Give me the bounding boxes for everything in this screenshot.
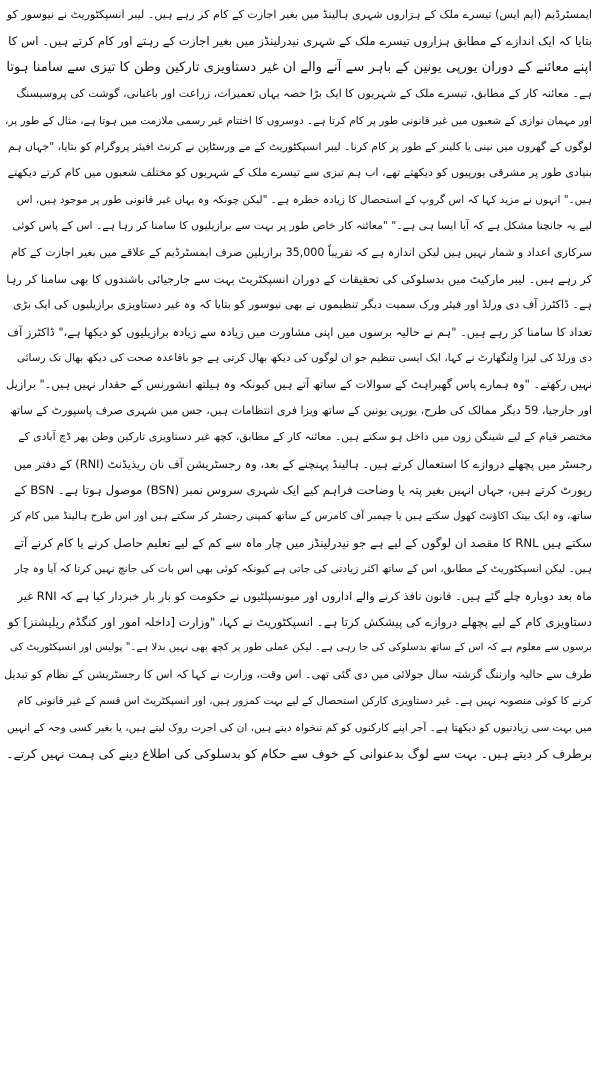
article-line: لیے یہ جانچنا مشکل ہے کہ آیا ایسا ہی ہے۔" "معائنہ کار خاص طور پر بہت سے برازیلیوں کا سامنا کر رہا ہے۔ اس کے پاس کوئی xyxy=(12,219,592,233)
article-line: رپورٹ کرتے ہیں، جہاں انہیں بغیر پتہ یا وضاحت فراہم کیے ایک شہری سروس نمبر (BSN) موصول ہوتا ہے۔ BSN کے xyxy=(14,483,592,498)
article-line: اپنے معائنے کے دوران یورپی یونین کے باہر سے آنے والے ان غیر دستاویزی تارکین وطن کا تیزی سے سامنا ہوتا xyxy=(6,59,592,75)
article-line: بنیادی طور پر مشرقی یورپیوں کو دیکھتے تھے، اب ہم تیزی سے تیسرے ملک کے شہریوں کو مختلف شعبوں میں کام کرتے دیکھتے xyxy=(7,166,592,180)
article-line: لوگوں کے گھروں میں نینی یا کلینر کے طور پر کام کرنا۔ لیبر انسپکٹوریٹ کے مے ورسٹاپن نے کرنٹ افیئر پروگرام کو بتایا، "جہاں ہم xyxy=(8,139,592,153)
article-line: ہیں۔" انہوں نے مزید کہا کہ اس گروپ کے استحصال کا زیادہ خطرہ ہے۔ "لیکن چونکہ وہ یہاں غیر قانونی طور پر موجود ہیں، اس xyxy=(16,193,592,206)
article-line: میں بہت سی زیادتیوں کو دیکھتا ہے۔ آجر اپنے کارکنوں کو کم تنخواہ دیتے ہیں، ان کی اجرت روک لیتے ہیں، یا بغیر کسی وجہ کے انہیں xyxy=(6,721,592,734)
article-body xyxy=(4,2,592,1086)
article-line: مختصر قیام کے لیے شینگن زون میں داخل ہو سکتے ہیں۔ معائنہ کار کے مطابق، کچھ غیر دستاویزی تارکین وطن پھر ڈچ آبادی کے xyxy=(18,430,592,444)
article-line: سکتے ہیں RNL کا مقصد ان لوگوں کے لیے ہے جو نیدرلینڈز میں چار ماہ سے کم کے لیے تعلیم حاصل کرنے یا کام کرنے آتے xyxy=(13,535,592,550)
article-line: ہیں۔ لیکن انسپکٹوریٹ کے مطابق، اس کے ساتھ اکثر زیادتی کی جاتی ہے کیونکہ کوئی بھی اس بات کی جانچ نہیں کرتا کہ آیا وہ چار xyxy=(14,563,592,576)
article-line: طرف سے حالیہ وارننگ گزشتہ سال جولائی میں دی گئی تھی۔ اس وقت، وزارت نے کہا کہ اس کا رجسٹریشن کے نظام کو تبدیل xyxy=(4,667,592,681)
article-line: ہے۔ معائنہ کار کے مطابق، تیسرے ملک کے شہریوں کا ایک بڑا حصہ یہاں تعمیرات، زراعت اور باغبانی، گوشت کی پروسیسنگ xyxy=(16,87,592,101)
article-line: دستاویزی کام کے لیے پچھلے دروازے کی پیشکش کرتا ہے۔ انسپکٹوریٹ نے کہا، "وزارت [داخلہ امور اور کنگڈم ریلیشنز] کو xyxy=(8,614,592,629)
article-line: ساتھ، وہ ایک بینک اکاؤنٹ کھول سکتے ہیں یا چیمبر آف کامرس کے ساتھ کمپنی رجسٹر کر سکتے ہیں اور اس طرح ہالینڈ میں کام کر xyxy=(10,510,592,523)
article-line: کرنے کا کوئی منصوبہ نہیں ہے۔ غیر دستاویزی کارکن استحصال کے لیے بہت کمزور ہیں، اور انسپکٹریٹ اس قسم کے غیر قانونی کام xyxy=(17,695,592,708)
article-line: بتایا کہ ایک اندازے کے مطابق ہزاروں تیسرے ملک کے شہری نیدرلینڈز میں بغیر اجازت کے رہتے اور کام کرتے ہیں۔ اس کا xyxy=(8,34,592,49)
article-line: برطرف کر دیتے ہیں۔ بہت سے لوگ بدعنوانی کے خوف سے حکام کو بدسلوکی کی اطلاع دینے کی ہمت نہیں کرتے۔ xyxy=(6,746,592,761)
article-line: ہے۔ ڈاکٹرز آف دی ورلڈ اور فیئر ورک سمیت دیگر تنظیموں نے بھی نیوسور کو بتایا کہ وہ غیر دستاویزی برازیلیوں کی ایک بڑی xyxy=(13,298,592,312)
article-line: کر رہے ہیں۔ لیبر مارکیٹ میں بدسلوکی کی تحقیقات کے دوران انسپکٹریٹ بہت سے جارجیائی باشندوں کا بھی سامنا کر رہا xyxy=(6,271,592,286)
article-line: ایمسٹرڈیم (ایم ایس) تیسرے ملک کے ہزاروں شہری ہالینڈ میں بغیر اجازت کے کام کر رہے ہیں۔ لیبر انسپکٹوریٹ نے نیوسور کو xyxy=(6,8,592,21)
article-line: نہیں رکھتے۔ "وہ ہمارے پاس گھبراہٹ کے سوالات کے ساتھ آتے ہیں کیونکہ وہ ہیلتھ انشورنس کے حقدار نہیں ہیں۔" برازیل xyxy=(5,377,592,392)
article-line: تعداد کا سامنا کر رہے ہیں۔ "ہم نے حالیہ برسوں میں اپنی مشاورت میں زیادہ سے زیادہ برازیلیوں کو دیکھا ہے،" ڈاکٹرز آف xyxy=(7,324,592,339)
article-line: ماہ بعد دوبارہ چلے گئے ہیں۔ قانون نافذ کرنے والے اداروں اور میونسپلٹیوں نے حکومت کو بار بار خبردار کیا ہے کہ RNI غیر xyxy=(17,588,592,603)
article-line: رجسٹر میں پچھلے دروازے کا استعمال کرتے ہیں۔ ہالینڈ پہنچنے کے بعد، وہ رجسٹریشن آف نان ریذیڈنٹ (RNI) کے دفتر میں xyxy=(13,456,592,471)
article-line: سرکاری اعداد و شمار نہیں ہیں لیکن اندازہ ہے کہ تقریباً 35,000 برازیلین صرف ایمسٹرڈیم کے علاقے میں بغیر اجازت کے کام xyxy=(10,245,592,259)
article-line: برسوں سے معلوم ہے کہ اس کے ساتھ بدسلوکی کی جا رہی ہے۔ لیکن عملی طور پر کچھ بھی نہیں بدلا ہے۔" پولیس اور انسپکٹوریٹ کی xyxy=(9,642,592,654)
article-line: دی ورلڈ کی لیزا وِلنگھارٹ نے کہا، ایک ایسی تنظیم جو ان لوگوں کی دیکھ بھال کرتی ہے جو باقاعدہ صحت کی دیکھ بھال تک رسائی xyxy=(16,352,592,365)
article-line: اور جارجیا، 59 دیگر ممالک کی طرح، یورپی یونین کے ساتھ ویزا فری انتظامات ہیں، جس میں شہری صرف پاسپورٹ کے ساتھ xyxy=(9,403,592,417)
article-line: اور مہمان نوازی کے شعبوں میں غیر قانونی طور پر کام کرتا ہے۔ دوسروں کا اختتام غیر رسمی ملازمت میں ہوتا ہے، مثال کے طور پر، xyxy=(5,114,592,127)
